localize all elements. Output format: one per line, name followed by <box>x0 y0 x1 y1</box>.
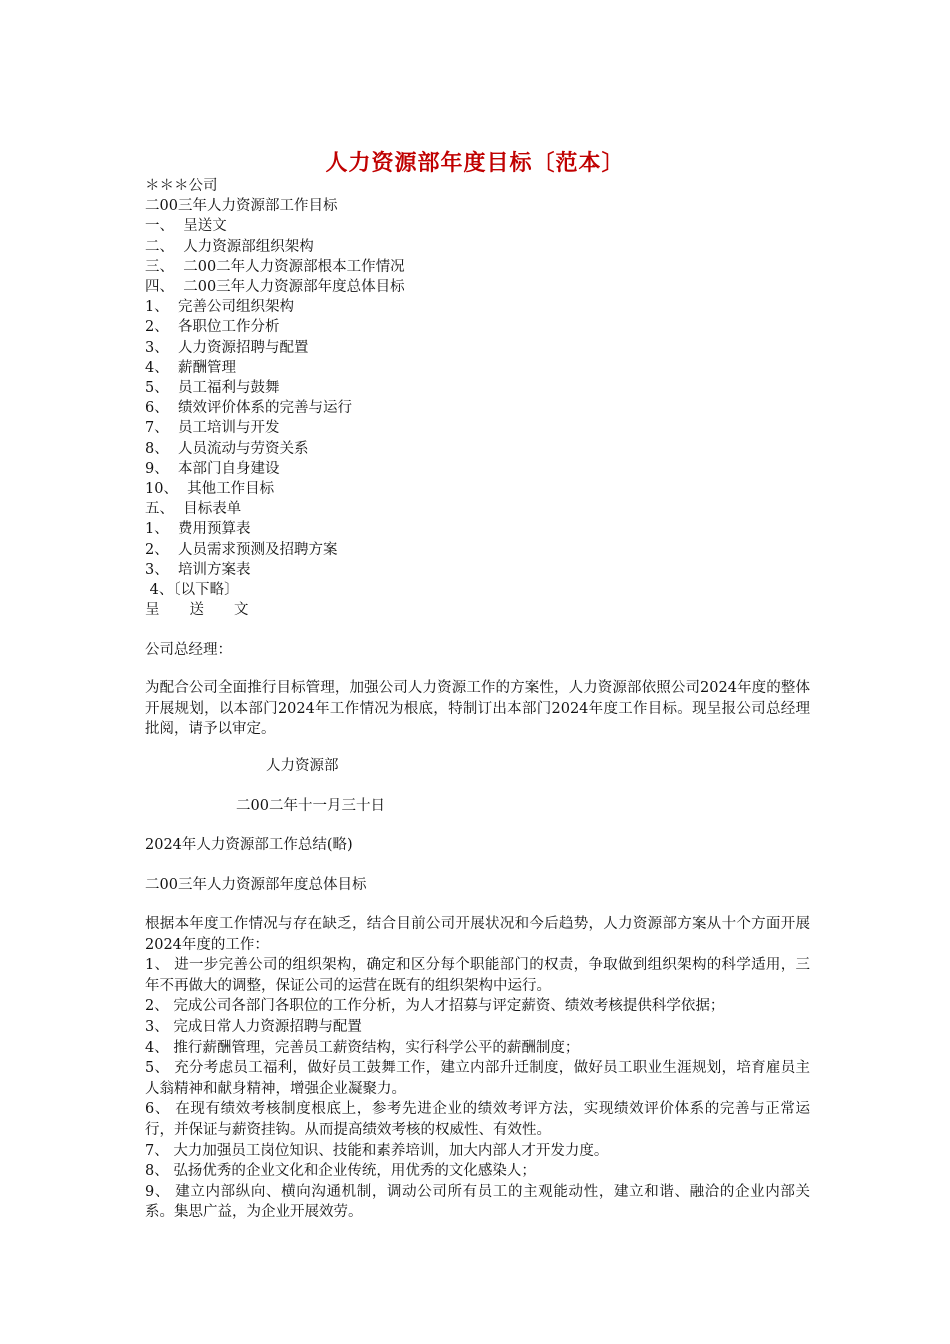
goals-section <box>145 914 810 1223</box>
toc-line: 三、 二00二年人力资源部根本工作情况 <box>145 258 405 275</box>
toc-line: 4、 薪酬管理 <box>145 359 236 376</box>
toc-line: 10、 其他工作目标 <box>145 481 275 498</box>
toc-line: ＊＊＊公司 <box>145 178 218 194</box>
toc-line: 一、 呈送文 <box>145 218 227 235</box>
toc-line: 二、 人力资源部组织架构 <box>145 238 314 255</box>
table-of-contents <box>145 176 825 600</box>
summary-heading: 2024年人力资源部工作总结(略) <box>145 837 353 853</box>
goals-intro: 根据本年度工作情况与存在缺乏，结合目前公司开展状况和今后趋势，人力资源部方案从十个方面开展2024年度的工作： <box>145 916 810 953</box>
goal-item: 5、 充分考虑员工福利，做好员工鼓舞工作，建立内部升迁制度，做好员工职业生涯规划，培育雇员主人翁精神和献身精神，增强企业凝聚力。 <box>145 1060 810 1097</box>
toc-line: 1、 费用预算表 <box>145 521 251 538</box>
toc-line: 二00三年人力资源部工作目标 <box>145 198 338 215</box>
goal-item: 8、 弘扬优秀的企业文化和企业传统，用优秀的文化感染人； <box>145 1163 536 1180</box>
toc-line: 四、 二00三年人力资源部年度总体目标 <box>145 279 405 296</box>
toc-line: 8、 人员流动与劳资关系 <box>145 440 309 457</box>
goal-item: 3、 完成日常人力资源招聘与配置 <box>145 1018 362 1035</box>
goal-item: 1、 进一步完善公司的组织架构，确定和区分每个职能部门的权责，争取做到组织架构的科学适用，三年不再做大的调整，保证公司的运营在既有的组织架构中运行。 <box>145 957 810 994</box>
toc-line: 2、 各职位工作分析 <box>145 319 280 336</box>
toc-line: 6、 绩效评价体系的完善与运行 <box>145 400 352 417</box>
goal-item: 4、 推行薪酬管理，完善员工薪资结构，实行科学公平的薪酬制度； <box>145 1039 580 1056</box>
toc-line: 7、 员工培训与开发 <box>145 420 280 437</box>
goal-item: 6、 在现有绩效考核制度根底上，参考先进企业的绩效考评方法，实现绩效评价体系的完善与正常运行，并保证与薪资挂钩。从而提高绩效考核的权威性、有效性。 <box>145 1101 810 1138</box>
intro-paragraph: 为配合公司全面推行目标管理，加强公司人力资源工作的方案性，人力资源部依照公司2024年度的整体开展规划，以本部门2024年工作情况为根底，特制订出本部门2024年度工作目标。现呈报公司总经理批阅，请予以审定。 <box>145 680 810 737</box>
toc-line: 1、 完善公司组织架构 <box>145 299 294 316</box>
goal-item: 7、 大力加强员工岗位知识、技能和素养培训，加大内部人才开发力度。 <box>145 1142 609 1159</box>
goal-item: 9、 建立内部纵向、横向沟通机制，调动公司所有员工的主观能动性，建立和谐、融洽的企业内部关系。集思广益，为企业开展效劳。 <box>145 1183 810 1221</box>
toc-line: 4、〔以下略〕 <box>145 582 239 599</box>
goal-item: 2、 完成公司各部门各职位的工作分析，为人才招募与评定薪资、绩效考核提供科学依据； <box>145 998 725 1015</box>
salutation: 公司总经理： <box>145 642 232 658</box>
document-title: 人力资源部年度目标〔范本〕 <box>325 151 625 176</box>
toc-line: 2、 人员需求预测及招聘方案 <box>145 541 338 558</box>
toc-line: 5、 员工福利与鼓舞 <box>145 380 280 397</box>
toc-line: 9、 本部门自身建设 <box>145 460 280 477</box>
cover-heading: 呈送文 <box>145 602 279 618</box>
toc-line: 五、 目标表单 <box>145 501 242 518</box>
toc-line: 3、 培训方案表 <box>145 561 251 578</box>
signature-department: 人力资源部 <box>266 758 339 774</box>
toc-line: 3、 人力资源招聘与配置 <box>145 339 309 356</box>
signature-date: 二00二年十一月三十日 <box>236 798 385 814</box>
goals-heading: 二00三年人力资源部年度总体目标 <box>145 877 367 893</box>
